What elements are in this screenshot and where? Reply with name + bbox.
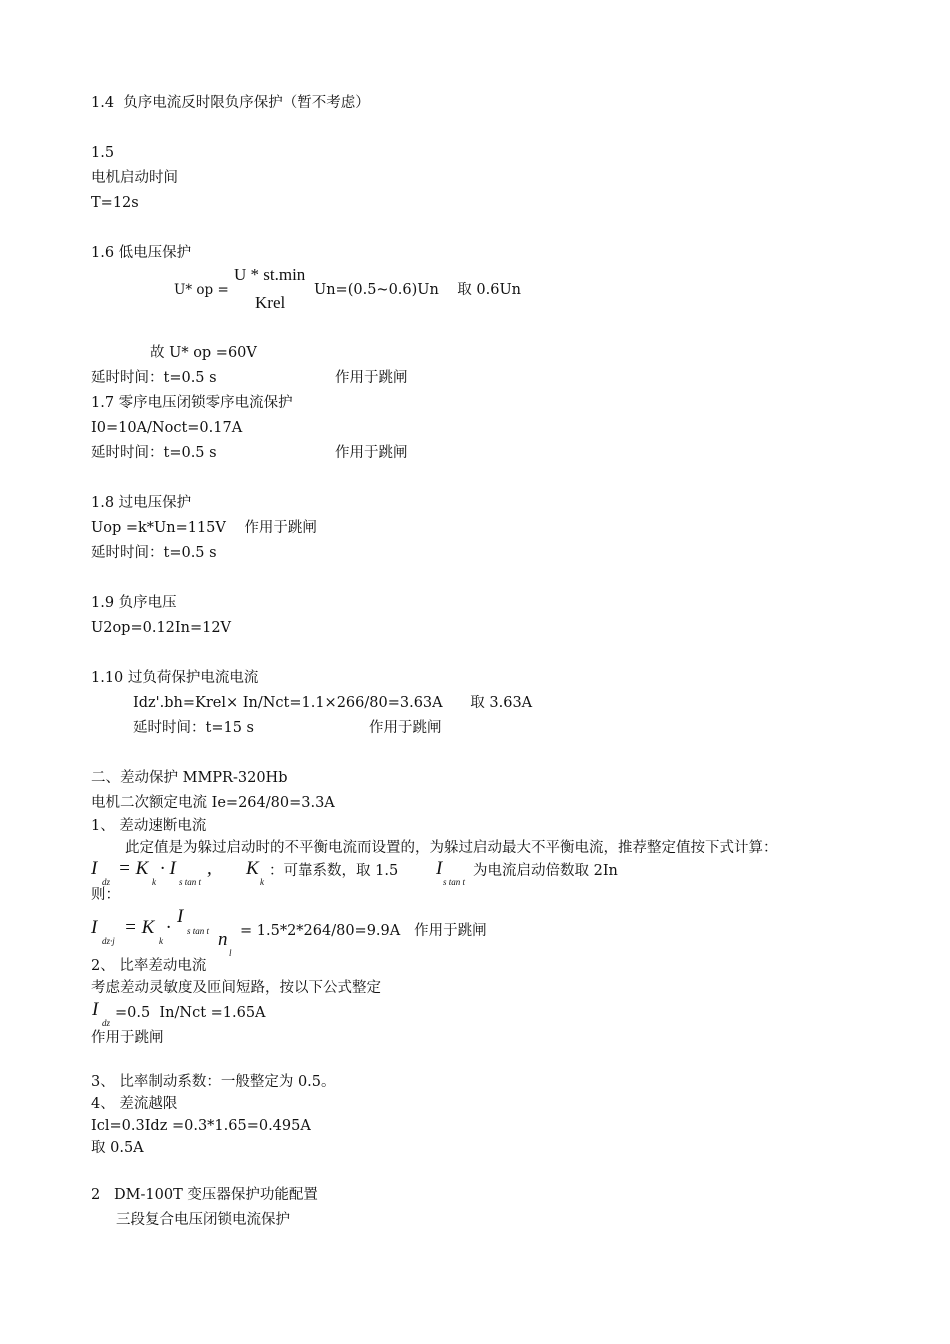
fraction-denominator: Krel xyxy=(255,293,286,312)
delay-time-1-6: 延时时间：t=0.5 s xyxy=(91,370,217,386)
diff-limit-formula: Icl=0.3Idz =0.3*1.65=0.495A xyxy=(91,1118,311,1134)
delay-time-1-8: 延时时间：t=0.5 s xyxy=(91,545,217,561)
item-2-title: 2、 比率差动电流 xyxy=(91,958,207,974)
trip-action-item-2: 作用于跳闸 xyxy=(91,1030,164,1046)
uop-formula-left: U* op = xyxy=(174,282,229,298)
trip-action-1-7: 作用于跳闸 xyxy=(335,445,408,461)
item-2-description: 考虑差动灵敏度及匝间短路，按以下公式整定 xyxy=(91,980,381,996)
uop-result: 故 U* op =60V xyxy=(150,345,257,361)
section-dm100t-title: 2 DM-100T 变压器保护功能配置 xyxy=(91,1187,318,1203)
section-1-7-title: 1.7 零序电压闭锁零序电流保护 xyxy=(91,395,293,411)
uop-formula-right: Un=(0.5~0.6)Un 取 0.6Un xyxy=(314,282,522,298)
overload-formula: Idz'.bh=Krel× In/Nct=1.1×266/80=3.63A 取 3.63A xyxy=(133,695,533,711)
trip-action-1-6: 作用于跳闸 xyxy=(335,370,408,386)
item-4-title: 4、 差流越限 xyxy=(91,1096,178,1112)
fraction-numerator: U * st.min xyxy=(234,265,306,284)
trip-action-1-10: 作用于跳闸 xyxy=(369,720,442,736)
delay-time-1-10: 延时时间：t=15 s xyxy=(133,720,254,736)
then-label: 则： xyxy=(91,887,120,903)
item-1-title: 1、 差动速断电流 xyxy=(91,818,207,834)
section-2-title: 二、差动保护 MMPR-320Hb xyxy=(91,770,288,786)
item-1-description: 此定值是为躲过启动时的不平衡电流而设置的，为躲过启动最大不平衡电流，推荐整定值按下式计算： xyxy=(125,840,778,856)
neg-seq-voltage-value: U2op=0.12In=12V xyxy=(91,620,232,636)
section-1-5-number: 1.5 xyxy=(91,145,115,161)
section-1-10-title: 1.10 过负荷保护电流电流 xyxy=(91,670,259,686)
item-3-title: 3、 比率制动系数：一般整定为 0.5。 xyxy=(91,1074,336,1090)
rated-current-line: 电机二次额定电流 Ie=264/80=3.3A xyxy=(91,795,335,811)
diff-limit-value: 取 0.5A xyxy=(91,1140,144,1156)
overvoltage-value: Uop =k*Un=115V 作用于跳闸 xyxy=(91,520,317,536)
zero-seq-current-value: I0=10A/Noct=0.17A xyxy=(91,420,243,436)
section-1-6-title: 1.6 低电压保护 xyxy=(91,245,192,261)
start-time-value: T=12s xyxy=(91,195,139,211)
section-1-8-title: 1.8 过电压保护 xyxy=(91,495,192,511)
section-1-9-title: 1.9 负序电压 xyxy=(91,595,177,611)
motor-start-time-label: 电机启动时间 xyxy=(91,170,178,186)
section-1-4-title: 1.4 负序电流反时限负序保护（暂不考虑） xyxy=(91,95,370,111)
delay-time-1-7: 延时时间：t=0.5 s xyxy=(91,445,217,461)
three-stage-protection: 三段复合电压闭锁电流保护 xyxy=(116,1212,290,1228)
